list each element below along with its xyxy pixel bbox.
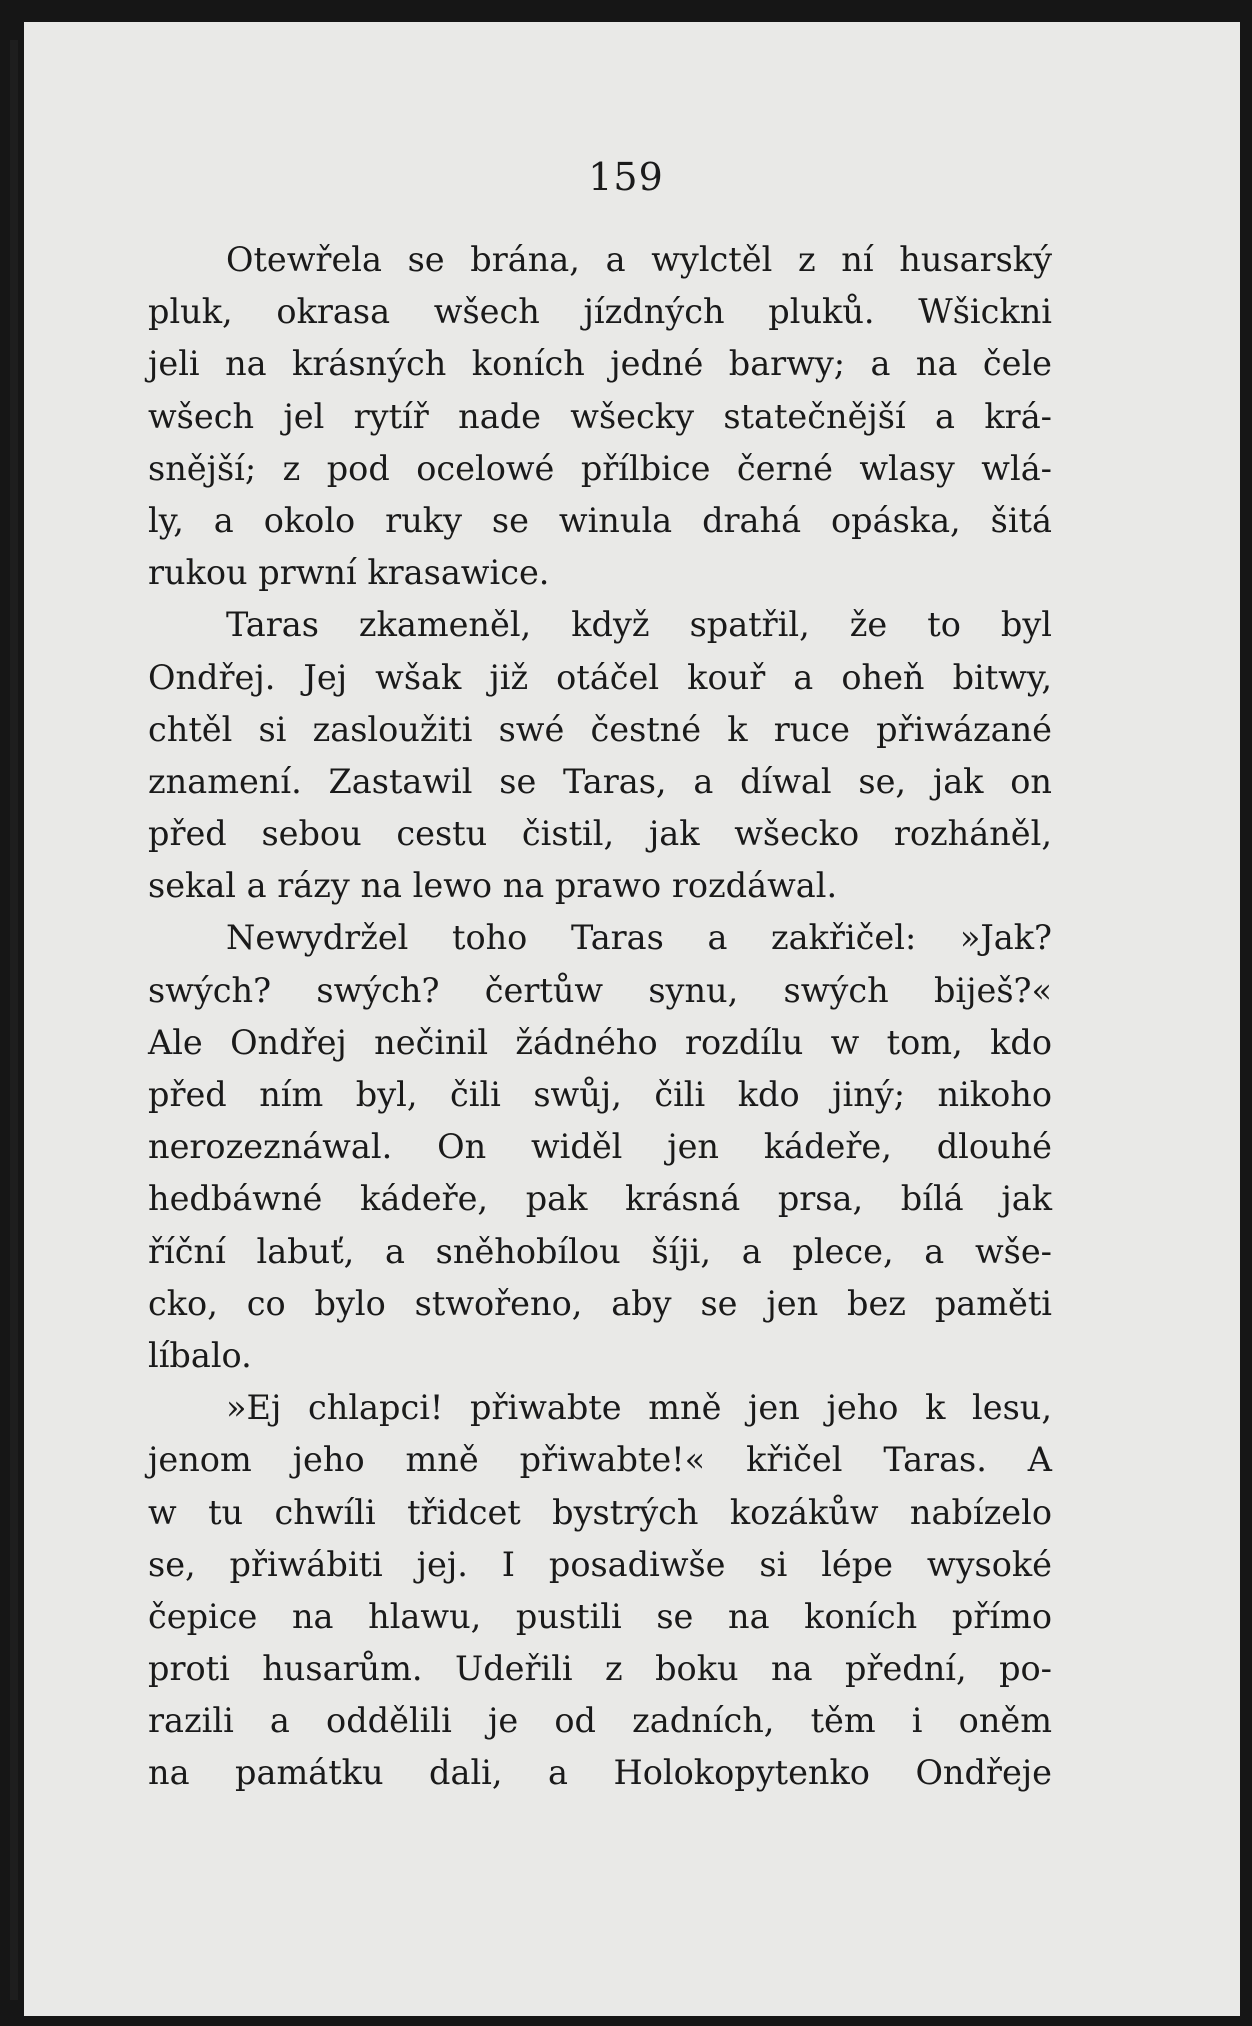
text-line: Taras zkameněl, když spatřil, že to byl: [226, 605, 1052, 645]
text-line: wšech jel rytíř nade wšecky statečnější a krá-: [148, 396, 1052, 436]
binding-edge: [10, 40, 18, 2000]
text-line: Otewřela se brána, a wylctěl z ní husarský: [226, 240, 1052, 279]
text-line: »Ej chlapci! přiwabte mně jen jeho k lesu,: [226, 1388, 1052, 1428]
text-line: jenom jeho mně přiwabte!« křičel Taras. A: [148, 1440, 1052, 1480]
text-line: razili a oddělili je od zadních, těm i oněm: [148, 1701, 1052, 1741]
text-line: jeli na krásných koních jedné barwy; a na čele: [148, 344, 1052, 384]
text-line: před ním byl, čili swůj, čili kdo jiný; nikoho: [148, 1075, 1052, 1114]
text-line: nerozeznáwal. On widěl jen kádeře, dlouhé: [148, 1127, 1052, 1167]
text-line: říční labuť, a sněhobílou šíji, a plece, a wše-: [148, 1231, 1052, 1271]
text-line: před sebou cestu čistil, jak wšecko rozháněl,: [148, 814, 1052, 854]
text-line: Ondřej. Jej wšak již otáčel kouř a oheň bitwy,: [148, 657, 1052, 697]
page-number: 159: [588, 155, 664, 199]
body-text: [148, 234, 1052, 1800]
text-line: hedbáwné kádeře, pak krásná prsa, bílá jak: [148, 1179, 1052, 1219]
text-line: proti husarům. Udeřili z boku na přední, po-: [148, 1649, 1052, 1689]
text-line: swých? swých? čertůw synu, swých biješ?«: [148, 970, 1052, 1010]
text-line: čepice na hlawu, pustili se na koních přímo: [148, 1596, 1052, 1636]
text-line: Ale Ondřej nečinil žádného rozdílu w tom, kdo: [148, 1022, 1052, 1062]
text-line: znamení. Zastawil se Taras, a díwal se, jak on: [148, 761, 1052, 801]
text-line: Newydržel toho Taras a zakřičel: »Jak?: [226, 918, 1052, 958]
text-line: sekal a rázy na lewo na prawo rozdáwal.: [148, 866, 838, 906]
text-line: w tu chwíli třidcet bystrých kozákůw nabízelo: [148, 1492, 1052, 1532]
text-line: rukou prwní krasawice.: [148, 553, 550, 593]
text-line: na památku dali, a Holokopytenko Ondřeje: [148, 1753, 1052, 1793]
text-line: ly, a okolo ruky se winula drahá opáska, šitá: [148, 500, 1052, 540]
text-line: se, přiwábiti jej. I posadiwše si lépe wysoké: [148, 1544, 1052, 1584]
text-line: snější; z pod ocelowé přílbice černé wlasy wlá-: [148, 448, 1052, 488]
text-line: líbalo.: [148, 1335, 252, 1375]
text-line: chtěl si zasloužiti swé čestné k ruce přiwázané: [148, 709, 1052, 749]
text-line: pluk, okrasa wšech jízdných pluků. Wšickni: [148, 292, 1052, 332]
text-line: cko, co bylo stwořeno, aby se jen bez paměti: [148, 1283, 1052, 1323]
